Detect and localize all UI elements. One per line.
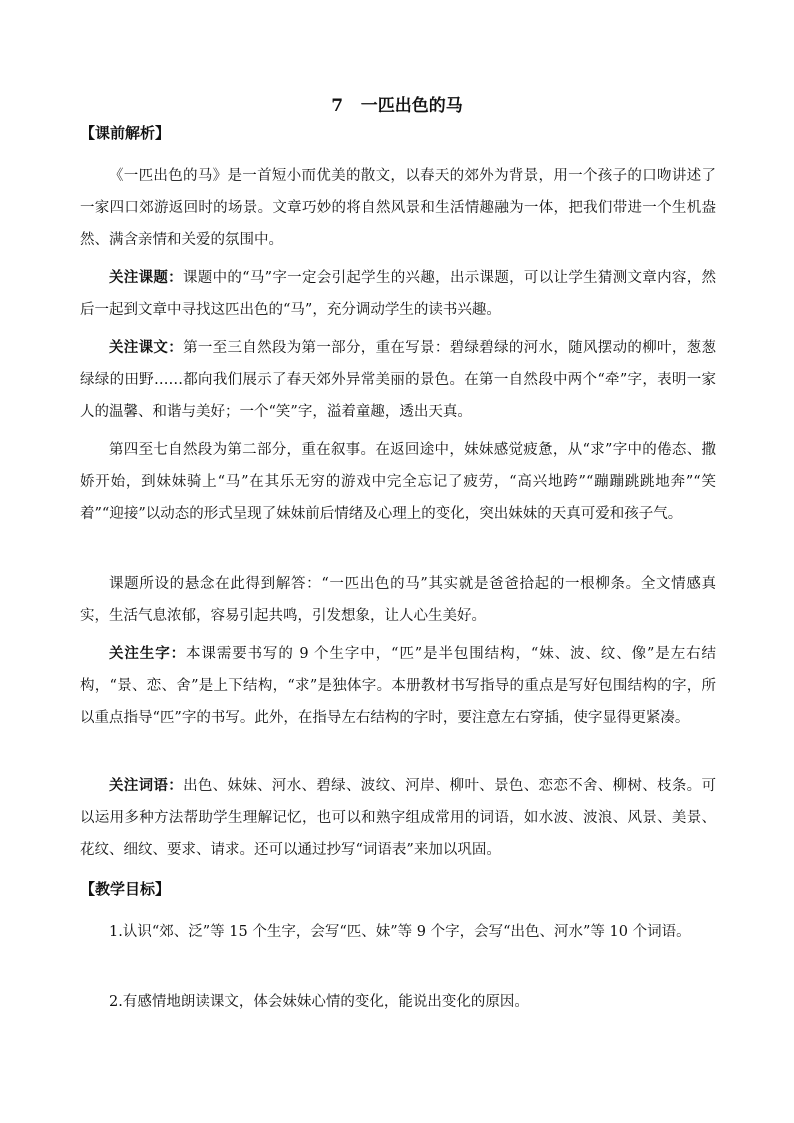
paragraph-text: 《一匹出色的马》是一首短小而优美的散文，以春天的郊外为背景，用一个孩子的口吻讲述了一家四口郊游返回时的场景。文章巧妙的将自然风景和生活情趣融为一体，把我们带进一个生机盎然、满含亲情和关爱的氛围中。 xyxy=(80,168,716,248)
paragraph-text: 第一至三自然段为第一部分，重在写景：碧绿碧绿的河水，随风摆动的柳叶，葱葱绿绿的田野……都向我们展示了春天郊外异常美丽的景色。在第一自然段中两个“牵”字，表明一家人的温馨、和谐与美好；一个“笑”字，溢着童趣，透出天真。 xyxy=(80,340,716,420)
paragraph-goal-1 xyxy=(80,916,716,948)
paragraph-text: 1.认识“郊、泛”等 15 个生字，会写“匹、妹”等 9 个字，会写“出色、河水”等 10 个词语。 xyxy=(109,924,691,940)
paragraph-focus-text xyxy=(80,332,716,428)
paragraph-text: 本课需要书写的 9 个生字中，“匹”是半包围结构，“妹、波、纹、像”是左右结构，“景、恋、舍”是上下结构，“求”是独体字。本册教材书写指导的重点是写好包围结构的字，所以重点指导“匹”字的书写。此外，在指导左右结构的字时，要注意左右穿插，使字显得更紧凑。 xyxy=(80,646,717,726)
paragraph-intro xyxy=(80,160,716,256)
paragraph-text: 课题所设的悬念在此得到解答：“一匹出色的马”其实就是爸爸拾起的一根柳条。全文情感真实，生活气息浓郁，容易引起共鸣，引发想象，让人心生美好。 xyxy=(80,576,716,624)
document-title: 7 一匹出色的马 xyxy=(331,96,463,117)
section-heading-pre-lesson-analysis: 【课前解析】 xyxy=(80,124,171,142)
paragraph-text: 2.有感情地朗读课文，体会妹妹心情的变化，能说出变化的原因。 xyxy=(109,994,529,1010)
paragraph-text: 出色、妹妹、河水、碧绿、波纹、河岸、柳叶、景色、恋恋不舍、柳树、枝条。可以运用多种方法帮助学生理解记忆，也可以和熟字组成常用的词语，如水波、波浪、风景、美景、花纹、细纹、要求、请求。还可以通过抄写“词语表”来加以巩固。 xyxy=(80,778,716,858)
paragraph-focus-words xyxy=(80,770,716,866)
paragraph-focus-characters xyxy=(80,638,716,734)
paragraph-lead: 关注词语： xyxy=(109,777,184,794)
paragraph-text: 第四至七自然段为第二部分，重在叙事。在返回途中，妹妹感觉疲惫，从“求”字中的倦态、撒娇开始，到妹妹骑上“马”在其乐无穷的游戏中完全忘记了疲劳，“高兴地跨”“蹦蹦跳跳地奔”“笑着”“迎接”以动态的形式呈现了妹妹前后情绪及心理上的变化，突出妹妹的天真可爱和孩子气。 xyxy=(80,442,716,522)
paragraph-text: 课题中的“马”字一定会引起学生的兴趣，出示课题，可以让学生猜测文章内容，然后一起到文章中寻找这匹出色的“马”，充分调动学生的读书兴趣。 xyxy=(80,270,716,318)
paragraph-focus-title xyxy=(80,262,716,326)
paragraph-part-two xyxy=(80,434,716,530)
paragraph-lead: 关注课文： xyxy=(109,339,184,356)
section-heading-teaching-goals: 【教学目标】 xyxy=(80,880,171,898)
paragraph-goal-2 xyxy=(80,986,716,1018)
paragraph-lead: 关注生字： xyxy=(109,645,187,662)
paragraph-lead: 关注课题： xyxy=(109,269,183,286)
paragraph-suspense xyxy=(80,568,716,632)
